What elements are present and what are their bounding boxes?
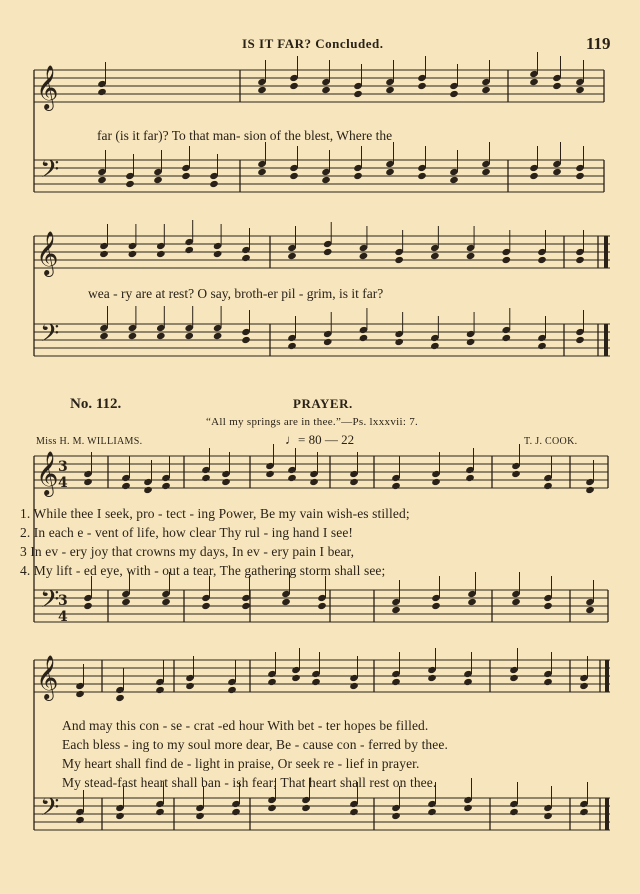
note-head: [543, 482, 553, 490]
note-head: [427, 808, 437, 816]
note-head: [161, 598, 171, 606]
note-head: [289, 172, 299, 180]
verse-2-line-2: Each bless - ing to my soul more dear, Be - cause con - ferred by thee.: [62, 737, 448, 752]
note-head: [121, 598, 131, 606]
note-head: [184, 332, 194, 340]
bass-clef: 𝄢: [40, 319, 60, 354]
treble-staff-1: [34, 70, 604, 102]
note-head: [75, 690, 85, 698]
note-head: [537, 342, 547, 350]
note-head: [267, 678, 277, 686]
note-head: [156, 250, 166, 258]
note-head: [359, 334, 369, 342]
note-head: [241, 602, 251, 610]
verse-1-line-2: And may this con - se - crat -ed hour With bet - ter hopes be filled.: [62, 718, 429, 733]
time-sig-top: 3: [58, 459, 68, 475]
note-head: [511, 598, 521, 606]
note-head: [281, 598, 291, 606]
note-head: [502, 256, 512, 264]
note-head: [128, 332, 138, 340]
note-head: [417, 172, 427, 180]
note-head: [231, 808, 241, 816]
note-head: [359, 252, 369, 260]
note-head: [481, 86, 491, 94]
note-head: [128, 250, 138, 258]
note-head: [195, 812, 205, 820]
note-head: [585, 606, 595, 614]
hymn-number: No. 112.: [70, 396, 122, 412]
note-head: [449, 176, 459, 184]
note-head: [575, 336, 585, 344]
note-head: [417, 82, 427, 90]
note-head: [75, 816, 85, 824]
note-head: [529, 172, 539, 180]
note-head: [481, 168, 491, 176]
note-head: [287, 252, 297, 260]
note-head: [241, 336, 251, 344]
note-head: [465, 474, 475, 482]
note-head: [509, 674, 519, 682]
note-head: [463, 678, 473, 686]
note-head: [323, 338, 333, 346]
note-head: [311, 678, 321, 686]
note-head: [537, 256, 547, 264]
note-head: [257, 168, 267, 176]
treble-clef: 𝄞: [36, 655, 59, 699]
note-head: [317, 602, 327, 610]
note-head: [213, 250, 223, 258]
note-head: [201, 474, 211, 482]
note-head: [585, 486, 595, 494]
verse-1-line-1: 1. While thee I seek, pro - tect - ing Power, Be my vain wish-es stilled;: [20, 506, 410, 521]
note-head: [309, 478, 319, 486]
page-number: 119: [586, 34, 611, 53]
note-head: [184, 246, 194, 254]
verse-3-line-2: My heart shall find de - light in praise, Or seek re - lief in prayer.: [62, 756, 420, 771]
note-head: [391, 812, 401, 820]
note-head: [431, 478, 441, 486]
note-head: [267, 804, 277, 812]
note-head: [201, 602, 211, 610]
treble-clef: 𝄞: [36, 231, 59, 275]
note-head: [156, 332, 166, 340]
note-head: [543, 812, 553, 820]
note-head: [209, 180, 219, 188]
note-head: [353, 90, 363, 98]
note-head: [575, 172, 585, 180]
note-head: [257, 86, 267, 94]
note-head: [181, 172, 191, 180]
time-sig-top: 3: [58, 593, 68, 609]
verse-4-line-1: 4. My lift - ed eye, with - out a tear, The gathering storm shall see;: [20, 563, 386, 578]
note-head: [121, 482, 131, 490]
note-head: [579, 808, 589, 816]
note-head: [153, 176, 163, 184]
note-head: [575, 256, 585, 264]
epigraph: “All my springs are in thee.”—Ps. lxxxvii: 7.: [206, 416, 419, 428]
time-sig-bottom: 4: [58, 609, 68, 625]
note-head: [552, 82, 562, 90]
note-head: [321, 86, 331, 94]
treble-clef: 𝄞: [36, 451, 59, 495]
note-head: [579, 682, 589, 690]
bass-staff-1: [34, 160, 604, 192]
note-head: [155, 808, 165, 816]
note-head: [552, 168, 562, 176]
bass-clef: 𝄢: [40, 155, 60, 190]
note-head: [349, 682, 359, 690]
note-head: [391, 482, 401, 490]
note-head: [394, 338, 404, 346]
note-head: [575, 86, 585, 94]
note-head: [83, 478, 93, 486]
note-head: [155, 686, 165, 694]
treble-clef: 𝄞: [36, 65, 59, 109]
bass-clef: 𝄢: [40, 793, 60, 828]
note-head: [115, 694, 125, 702]
note-head: [463, 804, 473, 812]
note-head: [97, 88, 107, 96]
note-head: [115, 812, 125, 820]
note-head: [511, 470, 521, 478]
tempo-marking: ♩= 80 — 22: [285, 432, 355, 447]
note-head: [291, 674, 301, 682]
note-head: [449, 90, 459, 98]
note-head: [466, 252, 476, 260]
note-head: [125, 180, 135, 188]
verse-3-line-1: 3 In ev - ery joy that crowns my days, In ev - ery pain I bear,: [20, 544, 355, 559]
verse-2-line-1: 2. In each e - vent of life, how clear Thy rul - ing hand I see!: [20, 525, 354, 540]
note-head: [97, 176, 107, 184]
note-head: [213, 332, 223, 340]
note-head: [301, 804, 311, 812]
note-head: [241, 254, 251, 262]
note-head: [431, 602, 441, 610]
note-head: [543, 678, 553, 686]
note-head: [391, 678, 401, 686]
note-head: [99, 250, 109, 258]
note-head: [466, 338, 476, 346]
note-head: [467, 598, 477, 606]
note-head: [543, 602, 553, 610]
note-head: [287, 474, 297, 482]
note-head: [385, 86, 395, 94]
treble-staff-3: [34, 456, 608, 488]
note-head: [99, 332, 109, 340]
note-head: [430, 252, 440, 260]
note-head: [161, 482, 171, 490]
time-sig-bottom: 4: [58, 475, 68, 491]
note-head: [349, 478, 359, 486]
bass-staff-2: [34, 324, 610, 356]
note-head: [185, 682, 195, 690]
note-head: [394, 256, 404, 264]
note-head: [427, 674, 437, 682]
note-head: [221, 478, 231, 486]
lyric-line-2: wea - ry are at rest? O say, broth-er pil - grim, is it far?: [88, 286, 384, 301]
note-head: [265, 470, 275, 478]
verse-4-line-2: My stead-fast heart shall ban - ish fear; That heart shall rest on thee.: [62, 775, 437, 790]
hymn-title: PRAYER.: [293, 396, 353, 411]
note-head: [430, 342, 440, 350]
note-head: [509, 808, 519, 816]
author: Miss H. M. WILLIAMS.: [36, 436, 143, 447]
note-head: [353, 172, 363, 180]
composer: T. J. COOK.: [524, 436, 578, 447]
note-head: [83, 602, 93, 610]
treble-staff-2: [34, 236, 610, 268]
note-head: [529, 78, 539, 86]
lyric-line-1: far (is it far)? To that man- sion of the blest, Where the: [97, 128, 393, 143]
note-head: [323, 248, 333, 256]
note-head: [349, 808, 359, 816]
note-head: [321, 176, 331, 184]
running-head: IS IT FAR? Concluded.: [242, 36, 384, 51]
note-head: [502, 334, 512, 342]
bass-clef: 𝄢: [40, 585, 60, 620]
note-head: [385, 168, 395, 176]
note-head: [143, 486, 153, 494]
note-head: [227, 686, 237, 694]
note-head: [289, 82, 299, 90]
note-head: [391, 606, 401, 614]
note-head: [287, 342, 297, 350]
